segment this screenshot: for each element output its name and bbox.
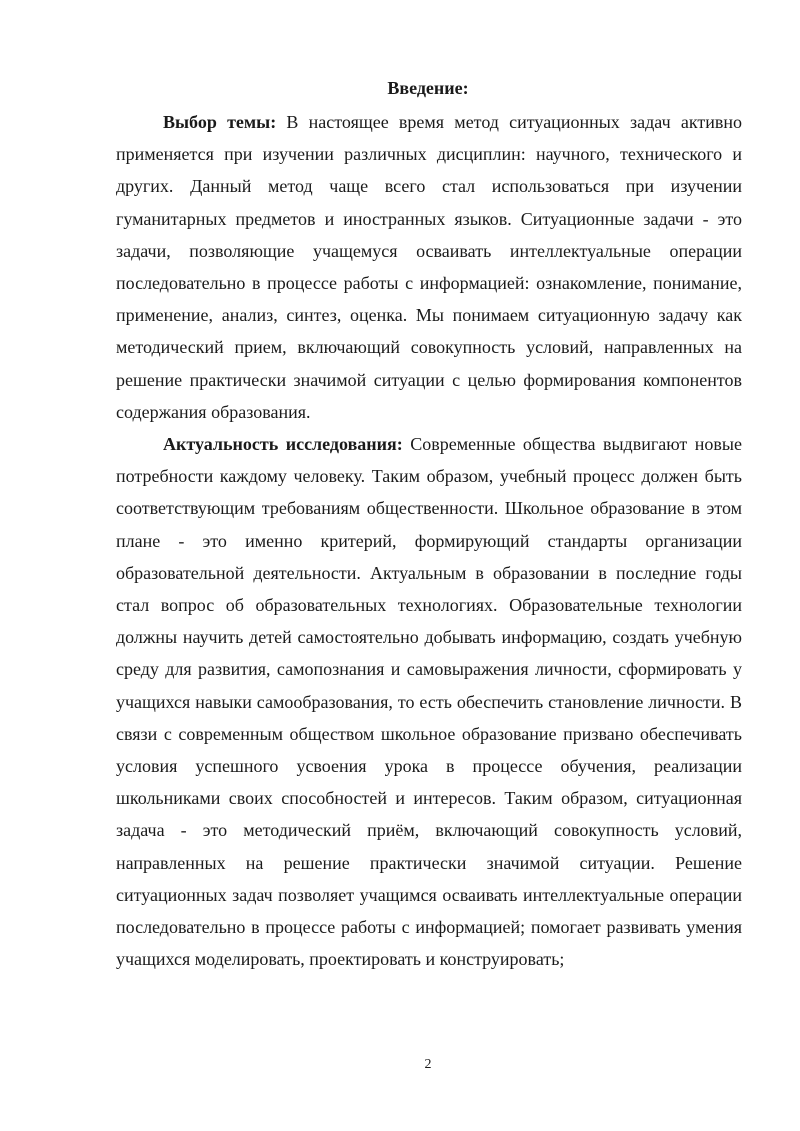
paragraph-relevance (116, 428, 742, 975)
page-number: 2 (424, 1057, 432, 1072)
paragraph-topic-choice (116, 106, 742, 428)
document-body (116, 106, 742, 975)
section-heading: Введение: (387, 78, 469, 98)
paragraph-text: Современные общества выдвигают новые потребности каждому человеку. Таким образом, учебный процесс должен быть соответствующим требованиям общественности. Школьное образование в этом плане - это именно критерий, формирующий стандарты организации образовательной деятельности. Актуальным в образовании в последние годы стал вопрос об образовательных технологиях. Образовательные технологии должны научить детей самостоятельно добывать информацию, создать учебную среду для развития, самопознания и самовыражения личности, сформировать у учащихся навыки самообразования, то есть обеспечить становление личности. В связи с современным обществом школьное образование призвано обеспечивать условия успешного усвоения урока в процессе обучения, реализации школьниками своих способностей и интересов. Таким образом, ситуационная задача - это методический приём, включающий совокупность условий, направленных на решение практически значимой ситуации. Решение ситуационных задач позволяет учащимся осваивать интеллектуальные операции последовательно в процессе работы с информацией; помогает развивать умения учащихся моделировать, проектировать и конструировать; (116, 434, 742, 970)
paragraph-lead: Выбор темы: (163, 112, 277, 132)
paragraph-text: В настоящее время метод ситуационных задач активно применяется при изучении различных дисциплин: научного, технического и других. Данный метод чаще всего стал использоваться при изучении гуманитарных предметов и иностранных языков. Ситуационные задачи - это задачи, позволяющие учащемуся осваивать интеллектуальные операции последовательно в процессе работы с информацией: ознакомление, понимание, применение, анализ, синтез, оценка. Мы понимаем ситуационную задачу как методический прием, включающий совокупность условий, направленных на решение практически значимой ситуации с целью формирования компонентов содержания образования. (116, 112, 742, 422)
paragraph-lead: Актуальность исследования: (163, 434, 403, 455)
